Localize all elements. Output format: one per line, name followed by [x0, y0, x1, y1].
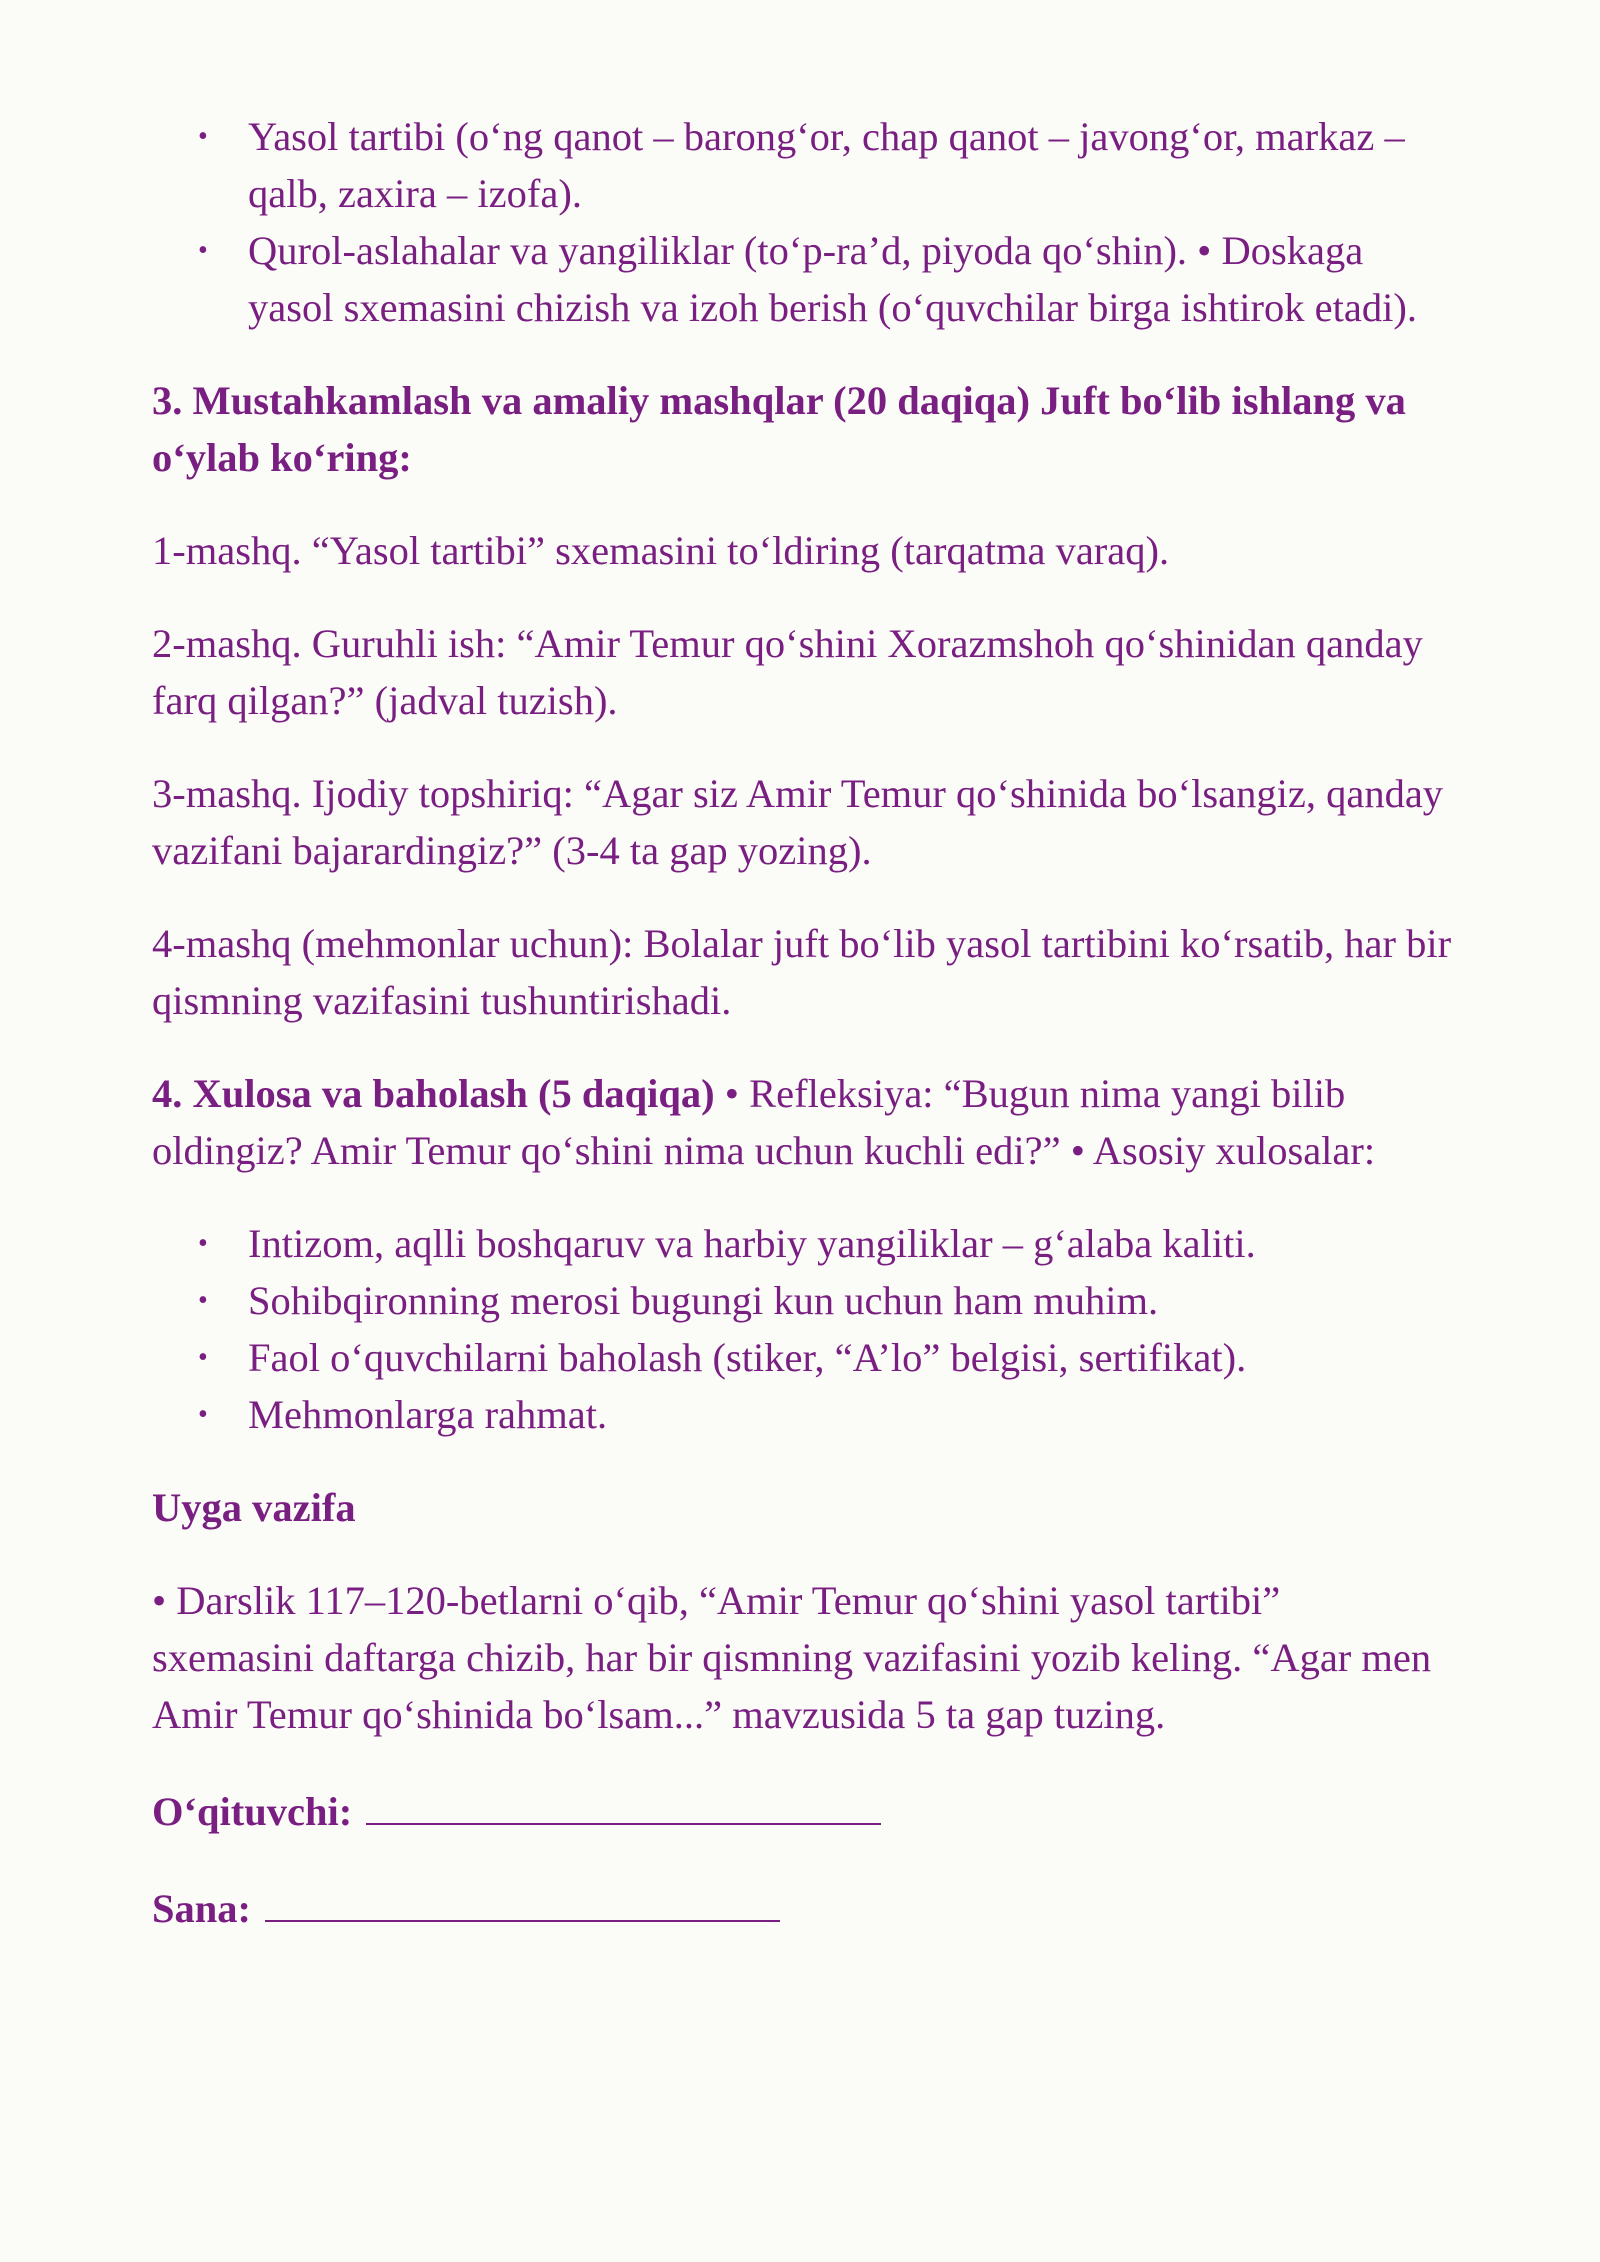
exercise-3: 3-mashq. Ijodiy topshiriq: “Agar siz Amir Temur qo‘shinida bo‘lsangiz, qanday vazifani bajarardingiz?” (3-4 ta gap yozing).: [152, 771, 1444, 873]
bullet-icon: •: [198, 235, 208, 266]
bullet-icon: •: [198, 121, 208, 152]
section3-heading: 3. Mustahkamlash va amaliy mashqlar (20 daqiqa) Juft bo‘lib ishlang va o‘ylab ko‘ring:: [152, 378, 1406, 480]
list-item-text: Yasol tartibi (o‘ng qanot – barong‘or, chap qanot – javong‘or, markaz – qalb, zaxira – izofa).: [248, 114, 1405, 216]
teacher-label: O‘qituvchi:: [152, 1789, 353, 1834]
bullet-icon: •: [198, 1228, 208, 1259]
section4-heading: 4. Xulosa va baholash (5 daqiqa): [152, 1071, 715, 1116]
list-item: [152, 222, 1452, 336]
list-item-text: Qurol-aslahalar va yangiliklar (to‘p-ra’d, piyoda qo‘shin). • Doskaga yasol sxemasini chizish va izoh berish (o‘quvchilar birga ishtirok etadi).: [248, 228, 1417, 330]
section2-bullet-list: [152, 108, 1452, 336]
exercise-4: 4-mashq (mehmonlar uchun): Bolalar juft bo‘lib yasol tartibini ko‘rsatib, har bir qismning vazifasini tushuntirishadi.: [152, 921, 1452, 1023]
list-item-text: Sohibqironning merosi bugungi kun uchun ham muhim.: [248, 1278, 1159, 1323]
bullet-icon: •: [198, 1285, 208, 1316]
date-blank: [265, 1876, 780, 1922]
list-item: [152, 1329, 1452, 1386]
date-label: Sana:: [152, 1886, 252, 1931]
list-item: [152, 1386, 1452, 1443]
exercise-2: 2-mashq. Guruhli ish: “Amir Temur qo‘shini Xorazmshoh qo‘shinidan qanday farq qilgan?” (jadval tuzish).: [152, 621, 1423, 723]
bullet-icon: •: [198, 1342, 208, 1373]
homework-text: • Darslik 117–120-betlarni o‘qib, “Amir Temur qo‘shini yasol tartibi” sxemasini daftarga chizib, har bir qismning vazifasini yozib keling. “Agar men Amir Temur qo‘shinida bo‘lsam...” mavzusida 5 ta gap tuzing.: [152, 1578, 1432, 1737]
teacher-signature-blank: [366, 1779, 881, 1825]
date-line: [152, 1876, 1452, 1937]
conclusion-bullet-list: [152, 1215, 1452, 1443]
list-item: [152, 1215, 1452, 1272]
list-item-text: Faol o‘quvchilarni baholash (stiker, “A’lo” belgisi, sertifikat).: [248, 1335, 1247, 1380]
document-page: [152, 108, 1452, 1937]
section4-paragraph: [152, 1065, 1452, 1179]
bullet-icon: •: [198, 1399, 208, 1430]
list-item: [152, 1272, 1452, 1329]
section4-text: • Refleksiya: “Bugun nima yangi bilib oldingiz? Amir Temur qo‘shini nima uchun kuchli edi?” • Asosiy xulosalar:: [152, 1071, 1376, 1173]
homework-heading: Uyga vazifa: [152, 1485, 356, 1530]
list-item-text: Mehmonlarga rahmat.: [248, 1392, 608, 1437]
teacher-signature-line: [152, 1779, 1452, 1840]
list-item-text: Intizom, aqlli boshqaruv va harbiy yangiliklar – g‘alaba kaliti.: [248, 1221, 1256, 1266]
list-item: [152, 108, 1452, 222]
exercise-1: 1-mashq. “Yasol tartibi” sxemasini to‘ldiring (tarqatma varaq).: [152, 528, 1170, 573]
